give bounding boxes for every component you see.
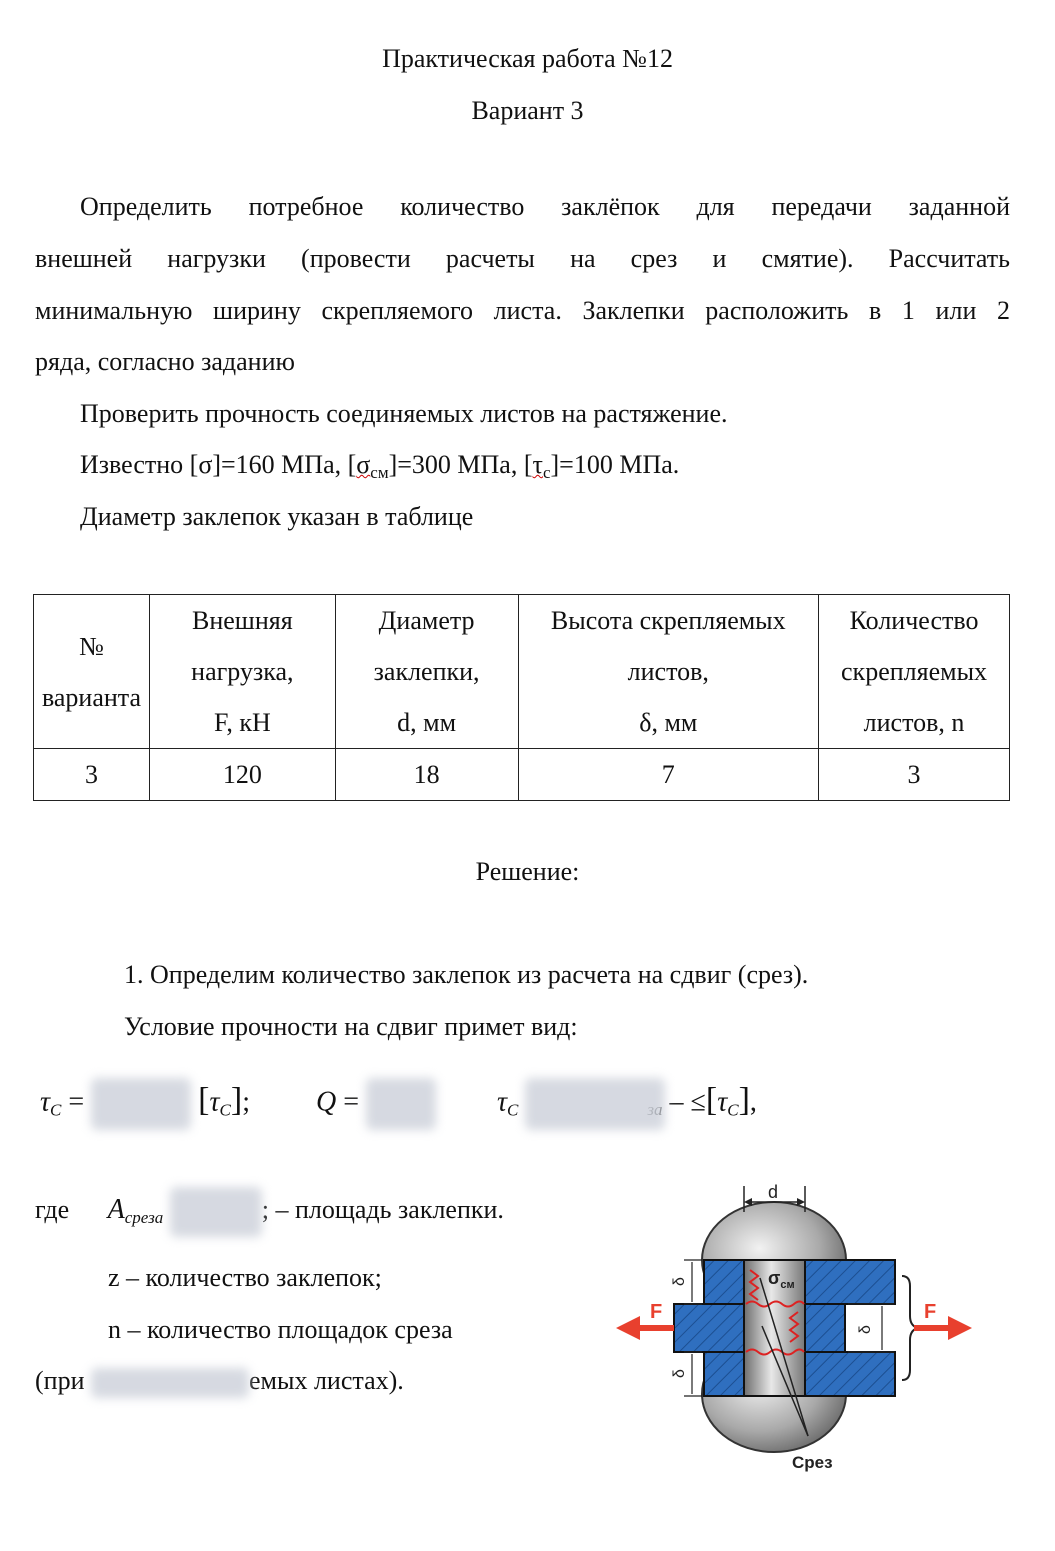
bottom-plate-left [704, 1352, 744, 1396]
blurred-fraction-1 [91, 1078, 191, 1130]
label-F-right: F [924, 1301, 937, 1323]
cell-diameter: 18 [335, 749, 518, 801]
task-line-1: Определить потребное количество заклёпок для передачи заданной [80, 192, 1010, 221]
step-1: 1. Определим количество заклепок из расчета на сдвиг (срез). [124, 960, 809, 989]
middle-plate-right [805, 1304, 845, 1352]
header-thickness: Высота скрепляемых листов, δ, мм [518, 595, 819, 749]
where-line: где $A_{среза}$ ; – площадь заклепки. [35, 1187, 504, 1237]
formula-shear-stress: $\tau_C = [\tau_C]$; [40, 1078, 250, 1130]
cell-load: 120 [149, 749, 335, 801]
label-srez: Срез [792, 1453, 833, 1472]
n-description: n – количество площадок среза [108, 1315, 453, 1344]
top-plate-right [805, 1260, 895, 1304]
cell-variant: 3 [34, 749, 150, 801]
bottom-plate-right [805, 1352, 895, 1396]
sheets-note: (при емых листах). [35, 1366, 404, 1398]
label-d: d [768, 1182, 779, 1202]
label-delta-bottom: δ [671, 1369, 688, 1378]
blurred-fraction-3 [525, 1078, 665, 1130]
variant-table [33, 594, 1010, 801]
label-F-left: F [650, 1301, 663, 1323]
header-diameter: Диаметр заклепки, d, мм [335, 595, 518, 749]
header-load: Внешняя нагрузка, F, кН [149, 595, 335, 749]
known-sigma-sym: $\sigma_{см}$ [356, 450, 389, 482]
rivet-joint-figure [612, 1178, 974, 1476]
known-values [80, 450, 679, 483]
blurred-area-formula [170, 1187, 262, 1237]
check-line: Проверить прочность соединяемых листов на растяжение. [80, 399, 728, 428]
label-delta-middle: δ [857, 1325, 874, 1334]
blurred-note-word [91, 1368, 249, 1398]
blurred-fraction-2 [366, 1078, 436, 1130]
known-tau-sym: $\tau_c$ [532, 450, 551, 482]
formula-shear-force: Q = [316, 1078, 436, 1130]
variant-title: Вариант 3 [471, 96, 584, 125]
z-description: z – количество заклепок; [108, 1263, 382, 1292]
header-variant: № варианта [34, 595, 150, 749]
header-sheet-count: Количество скрепляемых листов, n [819, 595, 1010, 749]
known-suffix: ]=100 МПа. [550, 450, 680, 479]
label-delta-top: δ [671, 1277, 688, 1286]
cell-sheet-count: 3 [819, 749, 1010, 801]
label-sigma: $\sigma_{см}$ [768, 1268, 795, 1291]
top-plate-left [704, 1260, 744, 1304]
diameter-line: Диаметр заклепок указан в таблице [80, 502, 474, 531]
task-line-3: минимальную ширину скрепляемого листа. Заклепки расположить в 1 или 2 [35, 296, 1010, 325]
known-middle: ]=300 МПа, [ [388, 450, 533, 479]
task-line-4: ряда, согласно заданию [35, 347, 295, 376]
task-line-2: внешней нагрузки (провести расчеты на срез и смятие). Рассчитать [35, 244, 1010, 273]
cell-thickness: 7 [518, 749, 819, 801]
table-header-row [34, 595, 1010, 749]
formula-shear-check: $\tau_C$ – $\le[\tau_C]$, [497, 1078, 757, 1130]
page-title: Практическая работа №12 [382, 44, 673, 73]
solution-heading: Решение: [475, 857, 580, 886]
table-row [34, 749, 1010, 801]
known-prefix: Известно [σ]=160 МПа, [ [80, 450, 357, 479]
middle-plate-left [674, 1304, 744, 1352]
condition-line: Условие прочности на сдвиг примет вид: [124, 1012, 578, 1041]
